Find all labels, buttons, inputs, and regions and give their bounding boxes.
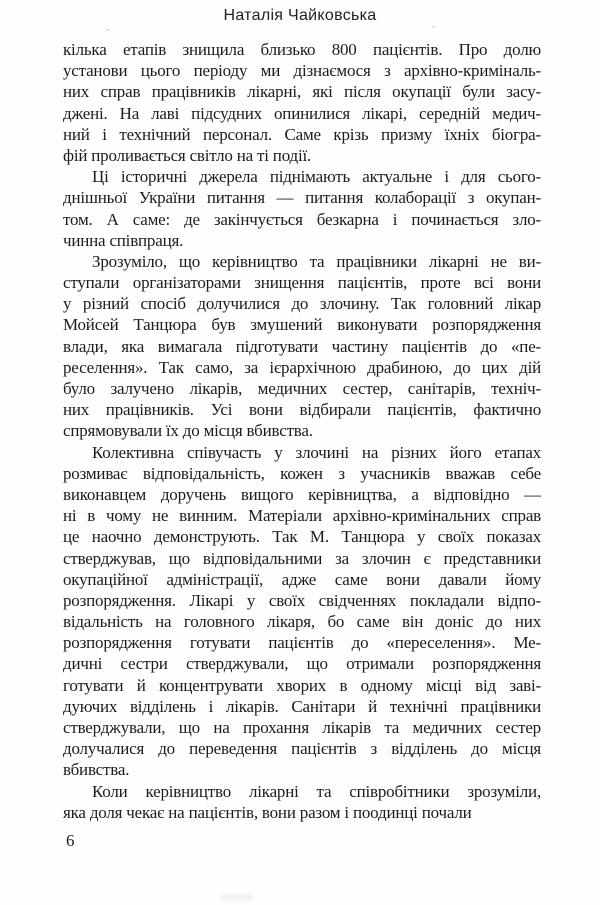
text-line: дуючих відділень і лікарів. Санітари й технічні працівники (63, 696, 541, 716)
text-line: окупаційної адміністрації, адже саме вони давали йому (63, 569, 541, 589)
text-line: них працівників. Усі вони відбирали пацієнтів, фактично (63, 400, 541, 420)
text-line: стверджували, що на прохання лікарів та медичних сестер (63, 718, 541, 737)
text-line: долучалися до переведення пацієнтів з відділень до місця (63, 739, 541, 759)
text-line: дичні сестри стверджували, що отримали розпорядження (63, 654, 541, 674)
text-line: Колективна співучасть у злочині на різних його етапах (92, 442, 541, 462)
scan-speck (106, 29, 109, 31)
text-line: фій проливається світло на ті події. (63, 145, 312, 165)
text-line: ні в чому не винним. Матеріали архівно-кримінальних справ (63, 506, 541, 526)
text-line: відальність на головного лікаря, бо саме він доніс до них (63, 612, 541, 632)
text-line: розпорядження. Лікарі у своїх свідченнях покладали відпо- (63, 590, 541, 610)
text-line: джені. На лаві підсудних опинилися лікарі, середній медич- (63, 103, 541, 123)
text-line: влади, яка вимагала підготувати частину пацієнтів до «пе- (63, 336, 541, 356)
text-line: Ці історичні джерела піднімають актуальне і для сього- (92, 167, 541, 187)
body-text-block (63, 39, 541, 823)
text-line: Мойсей Танцюра був змушений виконувати розпорядження (63, 315, 541, 335)
text-line: установи цього періоду ми дізнаємося з архівно-криміналь- (63, 61, 541, 81)
text-line: було залучено лікарів, медичних сестер, санітарів, техніч- (63, 379, 541, 398)
text-line: спрямовували їх до місця вбивства. (63, 421, 313, 441)
text-line: вбивства. (63, 760, 130, 780)
text-line: том. А саме: де закінчується безкарна і починається зло- (63, 209, 541, 229)
text-line: яка доля чекає на пацієнтів, вони разом і поодинці почали (63, 802, 472, 822)
text-line: чинна співпраця. (63, 230, 184, 250)
text-line: кілька етапів знищила близько 800 пацієнтів. Про долю (63, 40, 541, 59)
text-line: днішньої України питання — питання колаборації з окупан- (63, 188, 541, 208)
text-line: розпорядження готувати пацієнтів до «переселення». Ме- (63, 633, 541, 653)
running-header: Наталія Чайковська (223, 7, 377, 24)
text-line: стверджував, що відповідальними за злочин є представники (63, 548, 541, 568)
text-line: них справ працівників лікарні, які після окупації були засу- (63, 82, 541, 102)
text-line: Коли керівництво лікарні та співробітники зрозуміли, (92, 781, 541, 801)
text-line: реселення». Так само, за ієрархічною драбиною, до цих дій (63, 357, 541, 377)
text-line: розмиває відповідальність, кожен з учасників вважав себе (63, 463, 541, 483)
text-line: ний і технічний персонал. Саме крізь призму їхніх біогра- (63, 124, 541, 144)
text-line: ступали організаторами знищення пацієнтів, проте всі вони (63, 273, 541, 293)
scan-smudge (220, 894, 254, 901)
text-line: Зрозуміло, що керівництво та працівники лікарні не ви- (92, 251, 541, 271)
text-line: у різний спосіб долучилися до злочину. Так головний лікар (63, 294, 541, 314)
text-line: готувати й концентрувати хворих в одному місці від заві- (63, 675, 541, 695)
page-number: 6 (66, 831, 75, 850)
text-line: виконавцем доручень вищого керівництва, а відповідно — (63, 484, 541, 504)
scan-speck (432, 26, 435, 28)
text-line: це наочно демонструють. Так М. Танцюра у своїх показах (63, 527, 541, 547)
